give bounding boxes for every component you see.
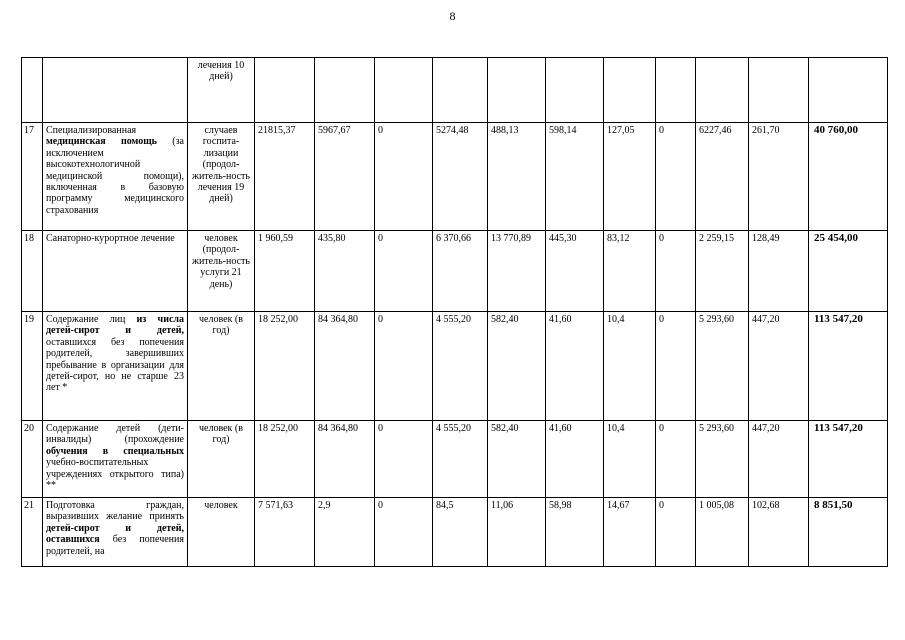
value-cell: 102,68 (749, 498, 809, 567)
value-cell: 83,12 (604, 231, 656, 312)
value-cell (656, 58, 696, 123)
cost-table (21, 57, 888, 567)
unit-cell: человек (188, 498, 255, 567)
value-cell: 2 259,15 (696, 231, 749, 312)
unit-cell: человек (в год) (188, 421, 255, 498)
value-cell: 1 960,59 (255, 231, 315, 312)
value-cell: 447,20 (749, 312, 809, 421)
value-cell: 5 293,60 (696, 421, 749, 498)
total-cell (809, 58, 888, 123)
value-cell: 435,80 (315, 231, 375, 312)
value-cell: 41,60 (546, 312, 604, 421)
value-cell: 5967,67 (315, 123, 375, 231)
service-name: Подготовка граждан, выразивших желание принять детей-сирот и детей, оставшихся без попечения родителей, на (43, 498, 188, 567)
value-cell: 488,13 (488, 123, 546, 231)
service-name: Специализированная медицинская помощь (за исключением высокотехнологичной медицинской помощи), включенная в базовую программу медицинского страхования (43, 123, 188, 231)
value-cell: 10,4 (604, 421, 656, 498)
total-cell: 40 760,00 (809, 123, 888, 231)
value-cell: 127,05 (604, 123, 656, 231)
value-cell (696, 58, 749, 123)
value-cell: 261,70 (749, 123, 809, 231)
value-cell: 0 (656, 498, 696, 567)
value-cell (433, 58, 488, 123)
value-cell (604, 58, 656, 123)
value-cell: 0 (656, 123, 696, 231)
value-cell: 21815,37 (255, 123, 315, 231)
value-cell: 0 (375, 312, 433, 421)
table-row (22, 123, 888, 231)
table-row (22, 58, 888, 123)
value-cell: 0 (375, 231, 433, 312)
service-name (43, 58, 188, 123)
value-cell: 41,60 (546, 421, 604, 498)
unit-cell: лечения 10 дней) (188, 58, 255, 123)
value-cell (546, 58, 604, 123)
table-row (22, 498, 888, 567)
value-cell: 18 252,00 (255, 421, 315, 498)
service-name: Содержание лиц из числа детей-сирот и детей, оставшихся без попечения родителей, завершивших пребывание в организации для детей-сирот, но не старше 23 лет * (43, 312, 188, 421)
total-cell: 25 454,00 (809, 231, 888, 312)
value-cell: 0 (375, 498, 433, 567)
row-index (22, 58, 43, 123)
value-cell: 0 (656, 421, 696, 498)
value-cell: 447,20 (749, 421, 809, 498)
unit-cell: человек (в год) (188, 312, 255, 421)
value-cell: 0 (375, 123, 433, 231)
value-cell: 4 555,20 (433, 421, 488, 498)
value-cell: 1 005,08 (696, 498, 749, 567)
value-cell: 582,40 (488, 312, 546, 421)
row-index: 19 (22, 312, 43, 421)
page-number: 8 (449, 9, 456, 23)
service-name: Содержание детей (дети-инвалиды) (прохождение обучения в специальных учебно-воспитательных учреждениях открытого типа) ** (43, 421, 188, 498)
value-cell: 0 (375, 421, 433, 498)
total-cell: 113 547,20 (809, 421, 888, 498)
unit-cell: случаев госпита-лизации (продол-житель-ность лечения 19 дней) (188, 123, 255, 231)
value-cell: 0 (656, 312, 696, 421)
value-cell: 13 770,89 (488, 231, 546, 312)
total-cell: 113 547,20 (809, 312, 888, 421)
value-cell: 6 370,66 (433, 231, 488, 312)
value-cell (749, 58, 809, 123)
value-cell: 7 571,63 (255, 498, 315, 567)
value-cell: 4 555,20 (433, 312, 488, 421)
table-row (22, 312, 888, 421)
value-cell: 84,5 (433, 498, 488, 567)
value-cell: 84 364,80 (315, 312, 375, 421)
value-cell: 18 252,00 (255, 312, 315, 421)
value-cell: 445,30 (546, 231, 604, 312)
table-row (22, 421, 888, 498)
table-row (22, 231, 888, 312)
value-cell: 11,06 (488, 498, 546, 567)
row-index: 17 (22, 123, 43, 231)
value-cell (315, 58, 375, 123)
unit-cell: человек (продол-житель-ность услуги 21 день) (188, 231, 255, 312)
value-cell: 58,98 (546, 498, 604, 567)
value-cell: 2,9 (315, 498, 375, 567)
value-cell: 128,49 (749, 231, 809, 312)
service-name: Санаторно-курортное лечение (43, 231, 188, 312)
value-cell: 582,40 (488, 421, 546, 498)
value-cell: 14,67 (604, 498, 656, 567)
value-cell: 10,4 (604, 312, 656, 421)
row-index: 20 (22, 421, 43, 498)
value-cell (255, 58, 315, 123)
row-index: 21 (22, 498, 43, 567)
value-cell: 6227,46 (696, 123, 749, 231)
value-cell: 5274,48 (433, 123, 488, 231)
value-cell: 598,14 (546, 123, 604, 231)
value-cell: 5 293,60 (696, 312, 749, 421)
value-cell: 0 (656, 231, 696, 312)
row-index: 18 (22, 231, 43, 312)
value-cell (488, 58, 546, 123)
value-cell: 84 364,80 (315, 421, 375, 498)
total-cell: 8 851,50 (809, 498, 888, 567)
value-cell (375, 58, 433, 123)
